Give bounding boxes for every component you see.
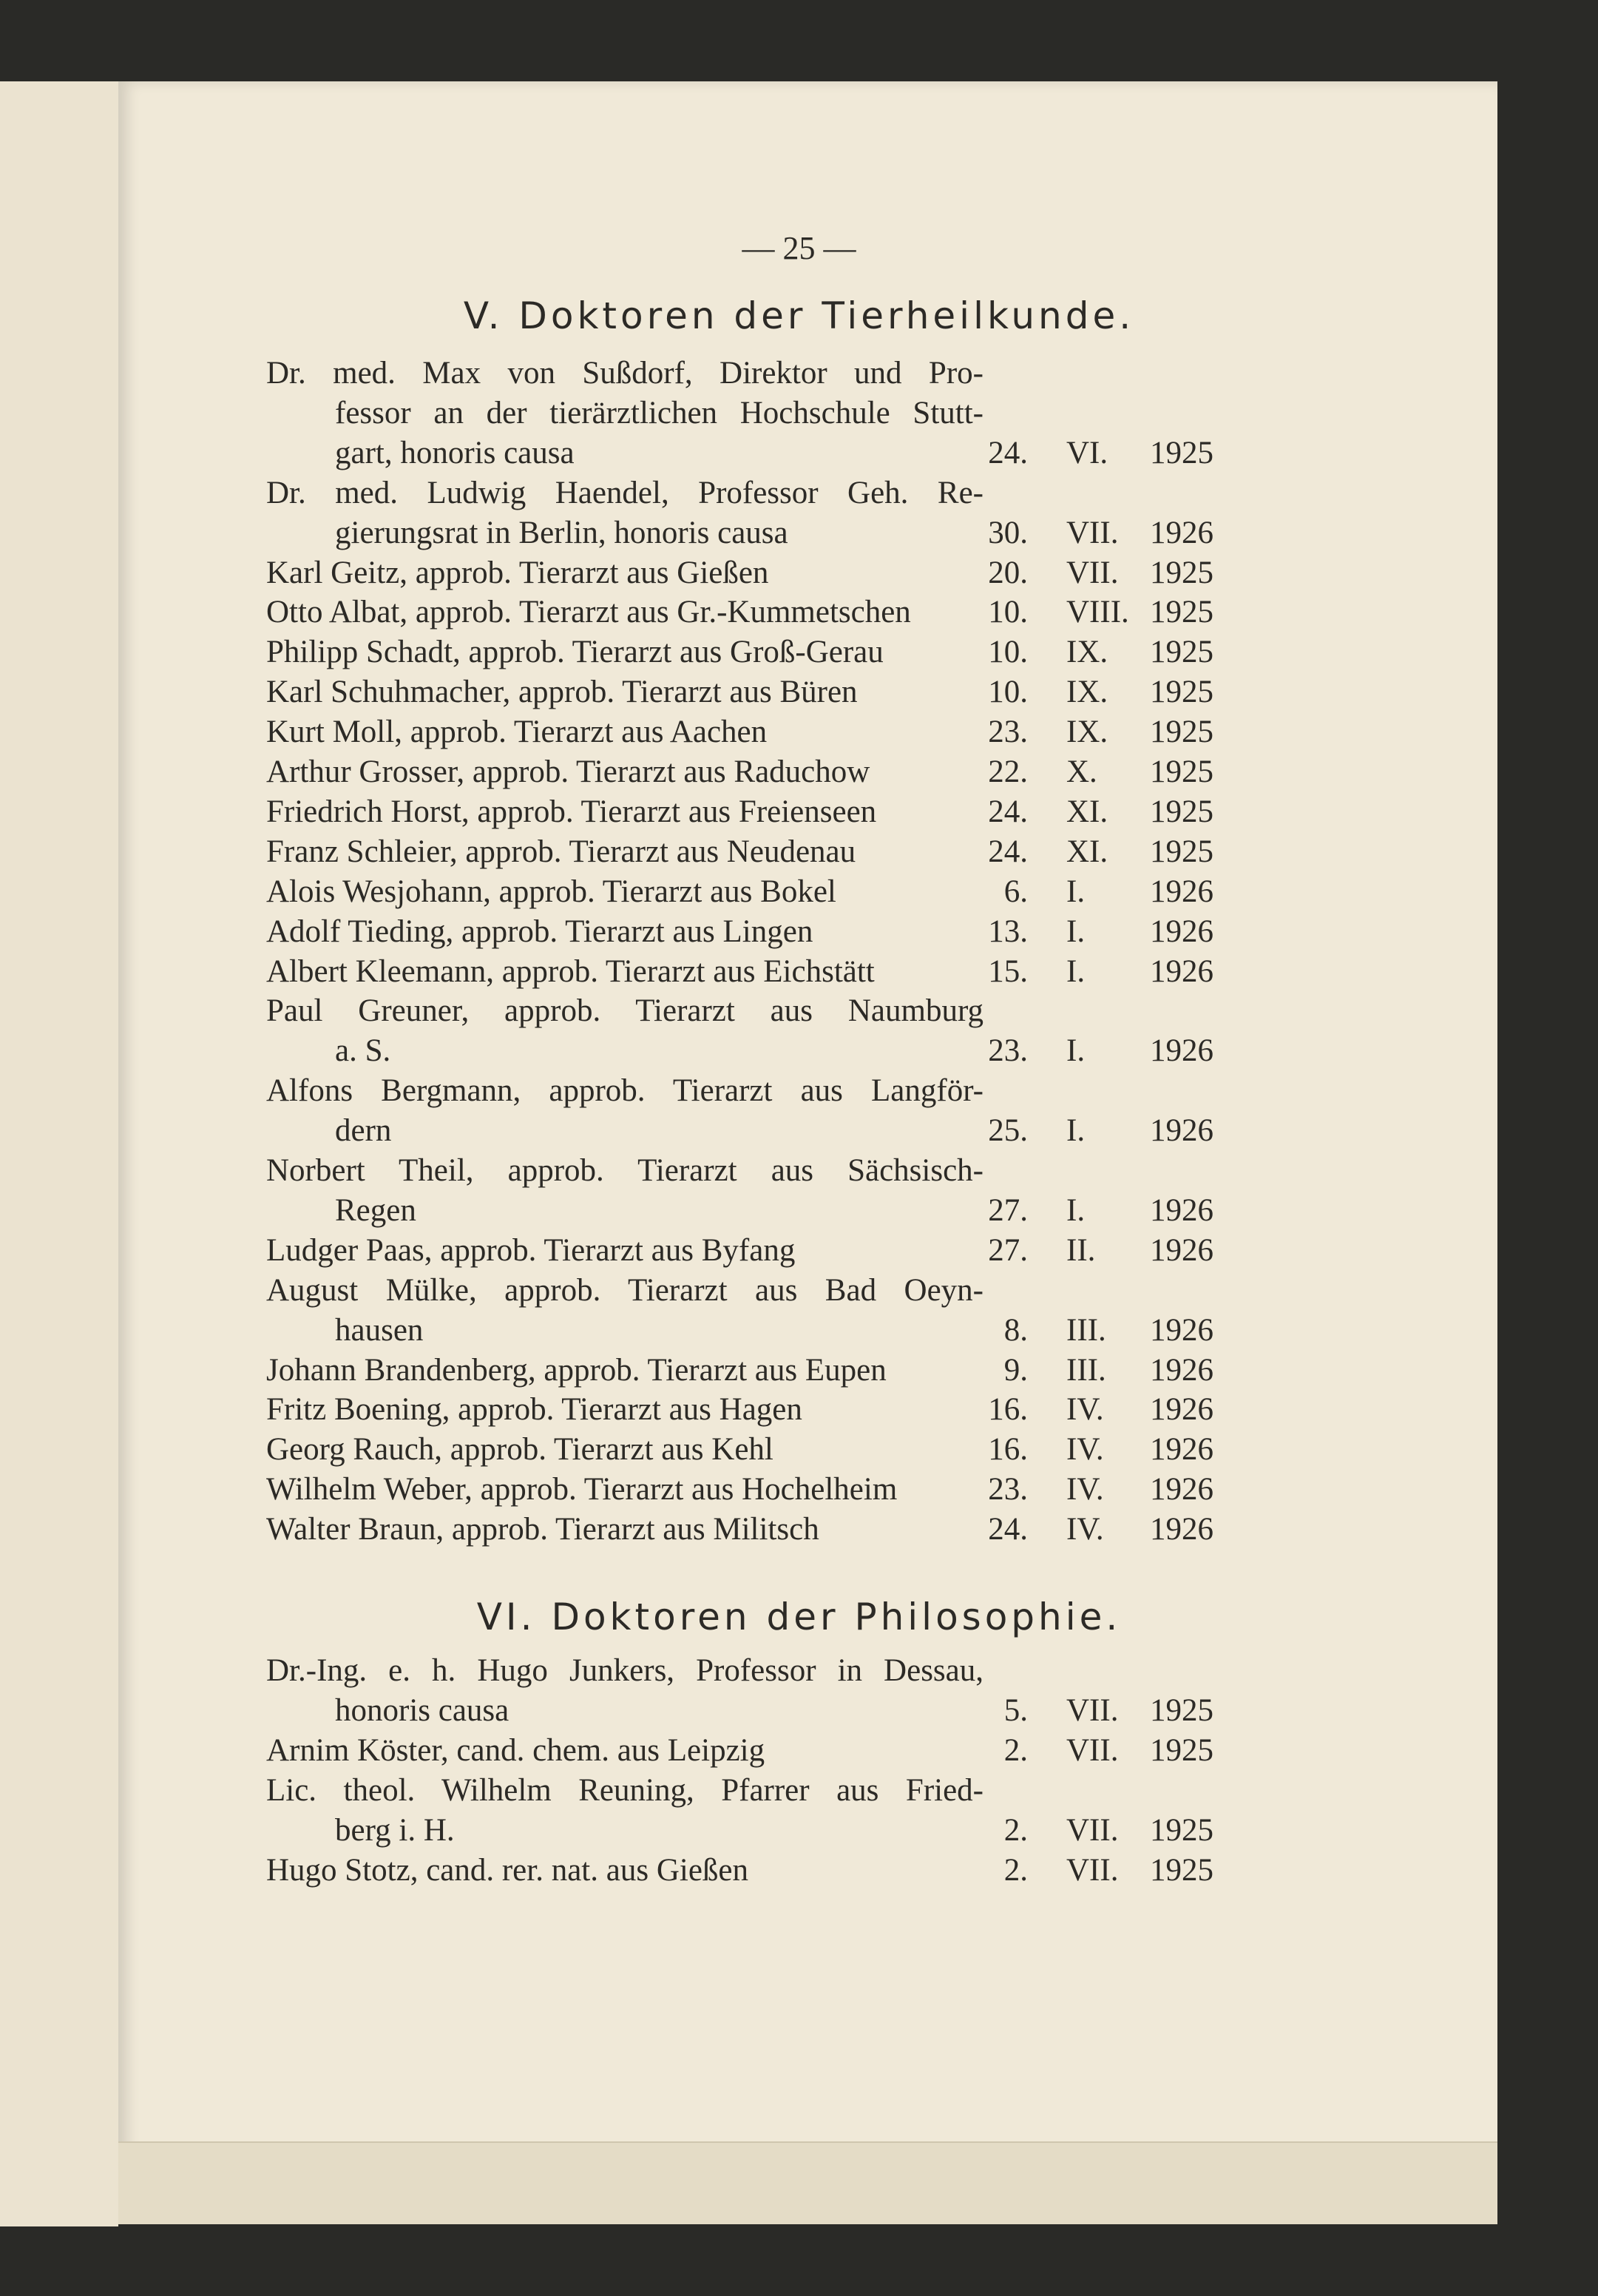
entry-date-year: 1925	[1150, 635, 1213, 670]
entry-date-year: 1925	[1150, 1733, 1213, 1768]
list-entry-line	[266, 1351, 1228, 1391]
entry-name-text: Arnim Köster, cand. chem. aus Leipzig	[266, 1733, 765, 1768]
entry-date-year: 1925	[1150, 1853, 1213, 1888]
facing-page-edge	[0, 81, 118, 2226]
entry-name-text: dern	[335, 1113, 392, 1149]
list-entry-line	[266, 1151, 1228, 1191]
entry-date-month: I.	[1066, 1033, 1086, 1069]
list-entry-line	[266, 1811, 1228, 1851]
entry-date-day: 24.	[988, 834, 1028, 869]
entry-date-year: 1926	[1150, 1472, 1213, 1507]
section-heading-philosophie: VI. Doktoren der Philosophie.	[476, 1596, 1122, 1638]
entry-date-year: 1925	[1150, 754, 1213, 789]
entry-date-year: 1925	[1150, 794, 1213, 829]
entry-name-text: Regen	[335, 1192, 416, 1228]
entry-date-year: 1925	[1150, 435, 1213, 470]
entry-date-month: III.	[1066, 1352, 1106, 1388]
entry-name-text: Norbert Theil, approb. Tierarzt aus Sächsisch-	[266, 1153, 983, 1188]
entry-name-text: Kurt Moll, approb. Tierarzt aus Aachen	[266, 715, 768, 750]
entry-name-text: Alfons Bergmann, approb. Tierarzt aus Langför-	[266, 1073, 983, 1109]
entry-date-day: 20.	[988, 555, 1028, 590]
list-entry-line	[266, 1691, 1228, 1731]
entry-date-month: IV.	[1066, 1472, 1104, 1507]
entry-name-text: August Mülke, approb. Tierarzt aus Bad Oeyn-	[266, 1272, 983, 1308]
entry-date-year: 1926	[1150, 1352, 1213, 1388]
entry-name-text: Johann Brandenberg, approb. Tierarzt aus Eupen	[266, 1352, 887, 1388]
list-entry-line	[266, 1510, 1228, 1550]
entry-date-month: VII.	[1066, 1853, 1119, 1888]
entry-date-month: IV.	[1066, 1512, 1104, 1547]
entry-name-text: Albert Kleemann, approb. Tierarzt aus Eichstätt	[266, 953, 875, 989]
entry-date-year: 1926	[1150, 1392, 1213, 1428]
list-entry-line	[266, 1651, 1228, 1691]
list-entry-line	[266, 832, 1228, 872]
entry-date-year: 1925	[1150, 1813, 1213, 1848]
list-entry-line	[266, 553, 1228, 593]
entry-date-year: 1925	[1150, 595, 1213, 630]
entry-date-month: IV.	[1066, 1432, 1104, 1468]
list-entry-line	[266, 1731, 1228, 1771]
entry-date-year: 1926	[1150, 1512, 1213, 1547]
list-entry-line	[266, 354, 1228, 394]
entry-name-text: Otto Albat, approb. Tierarzt aus Gr.-Kummetschen	[266, 595, 911, 630]
entry-date-day: 24.	[988, 1512, 1028, 1547]
list-entry-line	[266, 712, 1228, 752]
entry-date-month: III.	[1066, 1312, 1106, 1348]
entry-date-month: IX.	[1066, 675, 1108, 710]
list-entry-line	[266, 513, 1228, 553]
entry-name-text: Karl Schuhmacher, approb. Tierarzt aus Büren	[266, 675, 858, 710]
list-entry-line	[266, 872, 1228, 912]
entry-name-text: Dr. med. Max von Sußdorf, Direktor und Pro-	[266, 356, 983, 391]
entry-date-month: VII.	[1066, 515, 1119, 550]
entry-name-text: Paul Greuner, approb. Tierarzt aus Naumburg	[266, 993, 983, 1029]
entry-name-text: Adolf Tieding, approb. Tierarzt aus Lingen	[266, 914, 813, 949]
entry-date-year: 1926	[1150, 874, 1213, 909]
entry-date-month: XI.	[1066, 794, 1108, 829]
list-entry-line	[266, 1390, 1228, 1430]
entry-date-year: 1926	[1150, 1033, 1213, 1069]
entry-name-text: honoris causa	[335, 1693, 509, 1728]
entry-date-month: VII.	[1066, 1733, 1119, 1768]
entry-date-day: 2.	[1003, 1853, 1028, 1888]
entry-date-month: IV.	[1066, 1392, 1104, 1428]
entry-date-day: 24.	[988, 435, 1028, 470]
entry-name-text: Georg Rauch, approb. Tierarzt aus Kehl	[266, 1432, 773, 1468]
entry-date-month: VI.	[1066, 435, 1108, 470]
entry-date-year: 1926	[1150, 1312, 1213, 1348]
entry-date-day: 10.	[988, 675, 1028, 710]
list-entry-line	[266, 473, 1228, 513]
entry-date-year: 1925	[1150, 675, 1213, 710]
entry-date-day: 10.	[988, 595, 1028, 630]
entry-date-year: 1925	[1150, 555, 1213, 590]
entry-name-text: Hugo Stotz, cand. rer. nat. aus Gießen	[266, 1853, 748, 1888]
list-entry-line	[266, 1311, 1228, 1351]
entry-date-year: 1925	[1150, 1693, 1213, 1728]
list-entry-line	[266, 1071, 1228, 1111]
entry-date-day: 27.	[988, 1232, 1028, 1268]
list-entry-line	[266, 1430, 1228, 1470]
entry-date-day: 25.	[988, 1113, 1028, 1149]
entry-name-text: berg i. H.	[335, 1813, 455, 1848]
list-entry-line	[266, 394, 1228, 433]
entry-date-year: 1926	[1150, 1432, 1213, 1468]
list-entry-line	[266, 433, 1228, 473]
entry-date-year: 1925	[1150, 834, 1213, 869]
entry-date-month: VIII.	[1066, 595, 1129, 630]
entry-date-day: 23.	[988, 1033, 1028, 1069]
entry-date-day: 24.	[988, 794, 1028, 829]
entry-date-day: 6.	[1003, 874, 1028, 909]
entry-date-month: IX.	[1066, 715, 1108, 750]
list-entry-line	[266, 952, 1228, 992]
entry-date-day: 27.	[988, 1192, 1028, 1228]
entry-date-day: 8.	[1003, 1312, 1028, 1348]
entry-date-day: 30.	[988, 515, 1028, 550]
list-entry-line	[266, 1851, 1228, 1891]
entry-name-text: Walter Braun, approb. Tierarzt aus Militsch	[266, 1512, 819, 1547]
section-heading-tierheilkunde: V. Doktoren der Tierheilkunde.	[463, 294, 1135, 337]
entry-name-text: gart, honoris causa	[335, 435, 575, 470]
list-entry-line	[266, 592, 1228, 632]
entry-name-text: Dr. med. Ludwig Haendel, Professor Geh. Re-	[266, 475, 983, 510]
entry-name-text: fessor an der tierärztlichen Hochschule Stutt-	[335, 395, 983, 430]
entry-date-month: VII.	[1066, 1813, 1119, 1848]
entry-date-month: I.	[1066, 1113, 1086, 1149]
entry-date-month: IX.	[1066, 635, 1108, 670]
list-entry-line	[266, 792, 1228, 832]
entry-name-text: Fritz Boening, approb. Tierarzt aus Hagen	[266, 1392, 802, 1428]
entry-date-day: 16.	[988, 1432, 1028, 1468]
entry-date-day: 2.	[1003, 1733, 1028, 1768]
entry-name-text: Friedrich Horst, approb. Tierarzt aus Freienseen	[266, 794, 877, 829]
entry-name-text: Philipp Schadt, approb. Tierarzt aus Groß-Gerau	[266, 635, 884, 670]
entry-name-text: Ludger Paas, approb. Tierarzt aus Byfang	[266, 1232, 796, 1268]
entry-date-month: I.	[1066, 914, 1086, 949]
entry-date-month: I.	[1066, 953, 1086, 989]
entry-date-day: 9.	[1003, 1352, 1028, 1388]
entry-date-day: 22.	[988, 754, 1028, 789]
entry-name-text: Lic. theol. Wilhelm Reuning, Pfarrer aus Fried-	[266, 1773, 983, 1808]
list-entry-line	[266, 1271, 1228, 1311]
entry-date-day: 2.	[1003, 1813, 1028, 1848]
list-entry-line	[266, 752, 1228, 792]
list-entry-line	[266, 1231, 1228, 1271]
entry-date-year: 1926	[1150, 953, 1213, 989]
entry-name-text: hausen	[335, 1312, 424, 1348]
entry-date-year: 1926	[1150, 1232, 1213, 1268]
entry-name-text: Arthur Grosser, approb. Tierarzt aus Raduchow	[266, 754, 870, 789]
entry-date-day: 15.	[988, 953, 1028, 989]
list-entry-line	[266, 1771, 1228, 1811]
entry-date-day: 23.	[988, 1472, 1028, 1507]
entry-name-text: Franz Schleier, approb. Tierarzt aus Neudenau	[266, 834, 856, 869]
list-entry-line	[266, 1470, 1228, 1510]
entry-date-month: II.	[1066, 1232, 1096, 1268]
entry-name-text: Wilhelm Weber, approb. Tierarzt aus Hochelheim	[266, 1472, 898, 1507]
entry-date-day: 5.	[1003, 1693, 1028, 1728]
entry-date-month: I.	[1066, 874, 1086, 909]
entry-date-year: 1926	[1150, 1192, 1213, 1228]
entry-name-text: Alois Wesjohann, approb. Tierarzt aus Bokel	[266, 874, 836, 909]
entry-date-year: 1925	[1150, 715, 1213, 750]
entry-name-text: Dr.-Ing. e. h. Hugo Junkers, Professor in Dessau,	[266, 1653, 983, 1688]
page-bottom-edge	[118, 2141, 1497, 2224]
entry-date-day: 16.	[988, 1392, 1028, 1428]
list-entry-line	[266, 672, 1228, 712]
list-entry-line	[266, 991, 1228, 1031]
entry-date-day: 23.	[988, 715, 1028, 750]
list-entry-line	[266, 632, 1228, 672]
page-number: — 25 —	[742, 230, 856, 266]
list-entry-line	[266, 1111, 1228, 1151]
entry-date-month: X.	[1066, 754, 1097, 789]
entry-date-month: XI.	[1066, 834, 1108, 869]
entry-date-day: 13.	[988, 914, 1028, 949]
entry-date-month: I.	[1066, 1192, 1086, 1228]
entry-date-month: VII.	[1066, 555, 1119, 590]
list-entry-line	[266, 1191, 1228, 1231]
list-entry-line	[266, 1031, 1228, 1071]
entry-name-text: Karl Geitz, approb. Tierarzt aus Gießen	[266, 555, 769, 590]
list-entry-line	[266, 912, 1228, 952]
entry-date-year: 1926	[1150, 515, 1213, 550]
entry-date-year: 1926	[1150, 1113, 1213, 1149]
entry-name-text: a. S.	[335, 1033, 391, 1069]
entry-date-day: 10.	[988, 635, 1028, 670]
entry-name-text: gierungsrat in Berlin, honoris causa	[335, 515, 788, 550]
entry-date-month: VII.	[1066, 1693, 1119, 1728]
entry-date-year: 1926	[1150, 914, 1213, 949]
